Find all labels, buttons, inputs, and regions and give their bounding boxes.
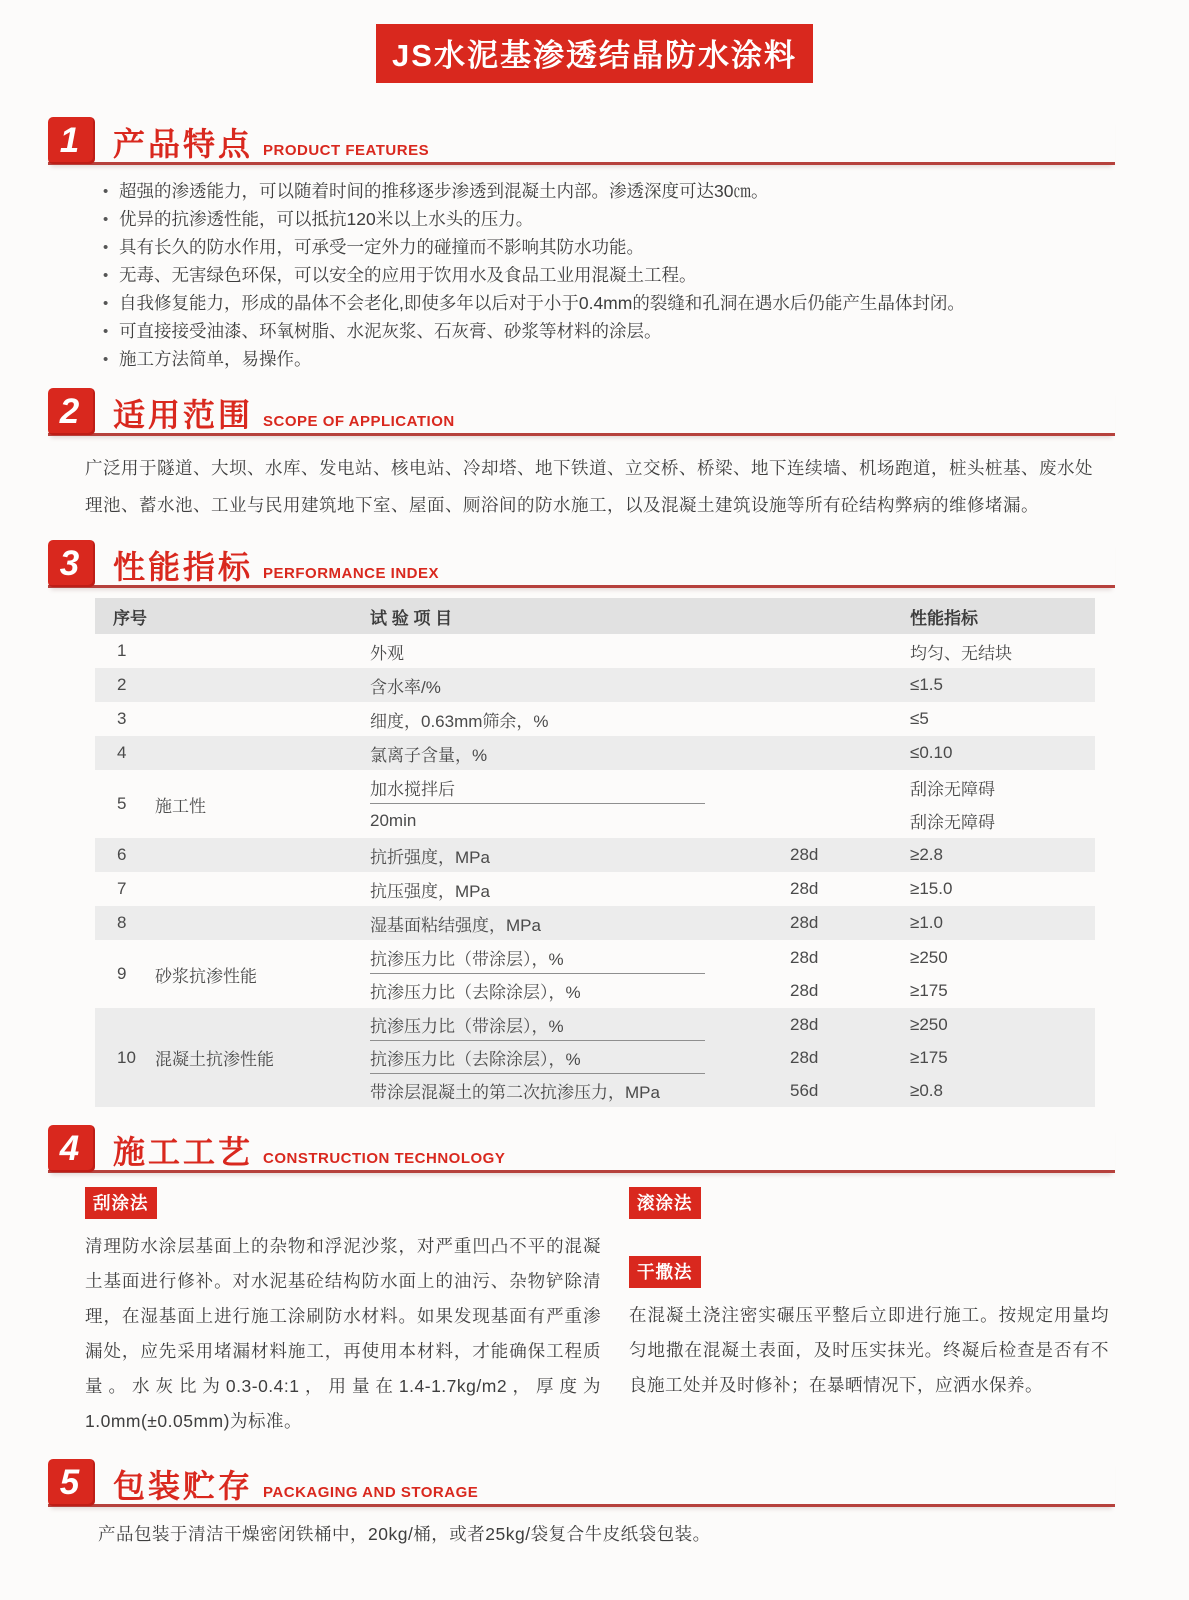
cell-no: 1 <box>117 641 127 660</box>
section-title-en: SCOPE OF APPLICATION <box>263 413 455 430</box>
cell-group <box>155 906 360 940</box>
feature-text: 可直接接受油漆、环氧树脂、水泥灰浆、石灰膏、砂浆等材料的涂层。 <box>119 321 662 341</box>
cell-group: 施工性 <box>155 796 206 816</box>
cell-age: 56d <box>790 1080 819 1100</box>
section-title-en: PERFORMANCE INDEX <box>263 565 440 582</box>
cell-item: 抗渗压力比（去除涂层），% <box>370 983 581 1002</box>
cell-item: 湿基面粘结强度，MPa <box>370 915 541 935</box>
scrape-method-badge: 刮涂法 <box>85 1187 157 1219</box>
cell-value: ≤0.10 <box>910 743 953 762</box>
section-header-performance <box>48 540 1115 588</box>
cell-age: 28d <box>790 1014 819 1034</box>
packaging-text: 产品包装于清洁干燥密闭铁桶中，20kg/桶，或者25kg/袋复合牛皮纸袋包装。 <box>98 1524 711 1544</box>
cell-age: 28d <box>790 845 819 864</box>
roll-method-badge: 滚涂法 <box>629 1187 701 1219</box>
cell-value: ≥250 <box>910 1014 948 1034</box>
dry-method-badge: 干撒法 <box>629 1256 701 1288</box>
cell-value: ≥175 <box>910 980 948 1000</box>
cell-no: 2 <box>117 675 127 694</box>
cell-item: 细度，0.63mm筛余，% <box>370 711 549 731</box>
cell-value: ≤1.5 <box>910 675 943 694</box>
cell-no: 6 <box>117 845 127 864</box>
table-header-row <box>95 598 1095 634</box>
section-number-5: 5 <box>48 1459 95 1506</box>
table-row <box>95 1008 1095 1107</box>
cell-age: 28d <box>790 913 819 932</box>
bullet-icon: • <box>103 323 109 340</box>
section-title-en: PACKAGING AND STORAGE <box>263 1484 479 1501</box>
section-number-4: 4 <box>48 1125 95 1172</box>
section-number-1: 1 <box>48 117 95 164</box>
cell-group <box>155 702 360 736</box>
table-row <box>95 770 1095 838</box>
cell-item: 带涂层混凝土的第二次抗渗压力，MPa <box>370 1083 660 1102</box>
scrape-method-block <box>85 1187 601 1439</box>
cell-no: 3 <box>117 709 127 728</box>
table-row <box>95 634 1095 668</box>
feature-item <box>103 349 1129 370</box>
section-number-2: 2 <box>48 388 95 435</box>
cell-item: 氯离子含量，% <box>370 745 488 765</box>
col-header-index: 性能指标 <box>910 608 978 628</box>
section-title-cn: 性能指标 <box>113 548 254 585</box>
section-header-scope <box>48 388 1115 436</box>
col-header-no: 序号 <box>113 608 147 628</box>
section-title-cn: 施工工艺 <box>113 1133 254 1170</box>
feature-text: 超强的渗透能力，可以随着时间的推移逐步渗透到混凝土内部。渗透深度可达30㎝。 <box>119 181 769 201</box>
feature-item <box>103 237 1129 258</box>
section-header-packaging <box>48 1459 1115 1507</box>
bullet-icon: • <box>103 211 109 228</box>
cell-value: ≥1.0 <box>910 913 943 932</box>
section-header-features <box>48 117 1115 165</box>
section-number-3: 3 <box>48 540 95 587</box>
feature-item <box>103 321 1129 342</box>
dry-method-text: 在混凝土浇注密实碾压平整后立即进行施工。按规定用量均匀地撒在混凝土表面，及时压实抹光。终凝后检查是否有不良施工处并及时修补；在暴晒情况下，应洒水保养。 <box>629 1305 1109 1395</box>
section-title-cn: 包装贮存 <box>113 1467 254 1504</box>
bullet-icon: • <box>103 267 109 284</box>
section-title-cn: 产品特点 <box>113 125 254 162</box>
cell-item: 抗压强度，MPa <box>370 881 490 901</box>
bullet-icon: • <box>103 239 109 256</box>
cell-group <box>155 668 360 702</box>
feature-text: 优异的抗渗透性能，可以抵抗120米以上水头的压力。 <box>119 209 534 229</box>
cell-no: 4 <box>117 743 127 762</box>
table-row <box>95 702 1095 736</box>
section-header-construction <box>48 1125 1115 1173</box>
cell-item: 抗渗压力比（去除涂层），% <box>370 1050 581 1069</box>
feature-list <box>103 181 1129 370</box>
cell-no: 8 <box>117 913 127 932</box>
cell-value: ≤5 <box>910 709 929 728</box>
page-title: JS水泥基渗透结晶防水涂料 <box>376 24 813 83</box>
col-header-item: 试 验 项 目 <box>370 608 453 628</box>
spacer <box>629 1219 1109 1256</box>
feature-text: 施工方法简单，易操作。 <box>119 349 312 369</box>
table-row <box>95 668 1095 702</box>
cell-item: 抗渗压力比（带涂层），% <box>370 1017 564 1036</box>
cell-no: 7 <box>117 879 127 898</box>
cell-no: 10 <box>117 1047 136 1067</box>
cell-value: 刮涂无障碍 <box>910 813 995 832</box>
cell-item: 外观 <box>370 643 404 663</box>
cell-group: 混凝土抗渗性能 <box>155 1050 274 1069</box>
bullet-icon: • <box>103 351 109 368</box>
cell-value: ≥2.8 <box>910 845 943 864</box>
cell-item: 加水搅拌后 <box>370 780 455 799</box>
feature-item <box>103 209 1129 230</box>
cell-age: 28d <box>790 947 819 967</box>
cell-item: 20min <box>370 810 417 830</box>
section-title-en: CONSTRUCTION TECHNOLOGY <box>263 1150 506 1167</box>
feature-text: 具有长久的防水作用，可承受一定外力的碰撞而不影响其防水功能。 <box>119 237 644 257</box>
cell-group <box>155 736 360 770</box>
feature-item <box>103 181 1129 202</box>
cell-age: 28d <box>790 1047 819 1067</box>
scrape-method-text: 清理防水涂层基面上的杂物和浮泥沙浆，对严重凹凸不平的混凝土基面进行修补。对水泥基砼结构防水面上的油污、杂物铲除清理，在湿基面上进行施工涂刷防水材料。如果发现基面有严重渗漏处，应先采用堵漏材料施工，再使用本材料，才能确保工程质量。水灰比为0.3-0.4:1，用量在1.4-1.7kg/m2，厚度为1.0mm(±0.05mm)为标准。 <box>85 1236 601 1431</box>
cell-value: ≥175 <box>910 1047 948 1067</box>
bullet-icon: • <box>103 183 109 200</box>
cell-age: 28d <box>790 879 819 898</box>
cell-no: 9 <box>117 964 127 983</box>
table-row <box>95 906 1095 940</box>
construction-columns <box>85 1187 1109 1439</box>
cell-group <box>155 838 360 872</box>
cell-age: 28d <box>790 980 819 1000</box>
cell-group: 砂浆抗渗性能 <box>155 966 257 986</box>
table-row <box>95 838 1095 872</box>
section-title-cn: 适用范围 <box>113 396 254 433</box>
cell-value: ≥15.0 <box>910 879 953 898</box>
roll-dry-method-block <box>629 1187 1109 1439</box>
table-row <box>95 872 1095 906</box>
scope-paragraph: 广泛用于隧道、大坝、水库、发电站、核电站、冷却塔、地下铁道、立交桥、桥梁、地下连续墙、机场跑道，桩头桩基、废水处理池、蓄水池、工业与民用建筑地下室、屋面、厕浴间的防水施工，以及混凝土建筑设施等所有砼结构弊病的维修堵漏。 <box>85 458 1093 515</box>
bullet-icon: • <box>103 295 109 312</box>
cell-group <box>155 634 360 668</box>
col-header-spacer <box>155 598 360 634</box>
cell-value: 均匀、无结块 <box>910 643 1012 663</box>
cell-value: ≥250 <box>910 947 948 967</box>
cell-item: 含水率/% <box>370 677 441 697</box>
performance-table <box>95 598 1095 1107</box>
table-row <box>95 940 1095 1008</box>
feature-text: 无毒、无害绿色环保，可以安全的应用于饮用水及食品工业用混凝土工程。 <box>119 265 697 285</box>
section-title-en: PRODUCT FEATURES <box>263 142 430 159</box>
cell-item: 抗折强度，MPa <box>370 847 490 867</box>
feature-item <box>103 265 1129 286</box>
feature-item <box>103 293 1129 314</box>
cell-item: 抗渗压力比（带涂层），% <box>370 950 564 969</box>
cell-group <box>155 872 360 906</box>
cell-value: 刮涂无障碍 <box>910 780 995 799</box>
cell-no: 5 <box>117 794 127 813</box>
table-row <box>95 736 1095 770</box>
feature-text: 自我修复能力，形成的晶体不会老化,即使多年以后对于小于0.4mm的裂缝和孔洞在遇水后仍能产生晶体封闭。 <box>119 293 965 313</box>
cell-value: ≥0.8 <box>910 1080 943 1100</box>
